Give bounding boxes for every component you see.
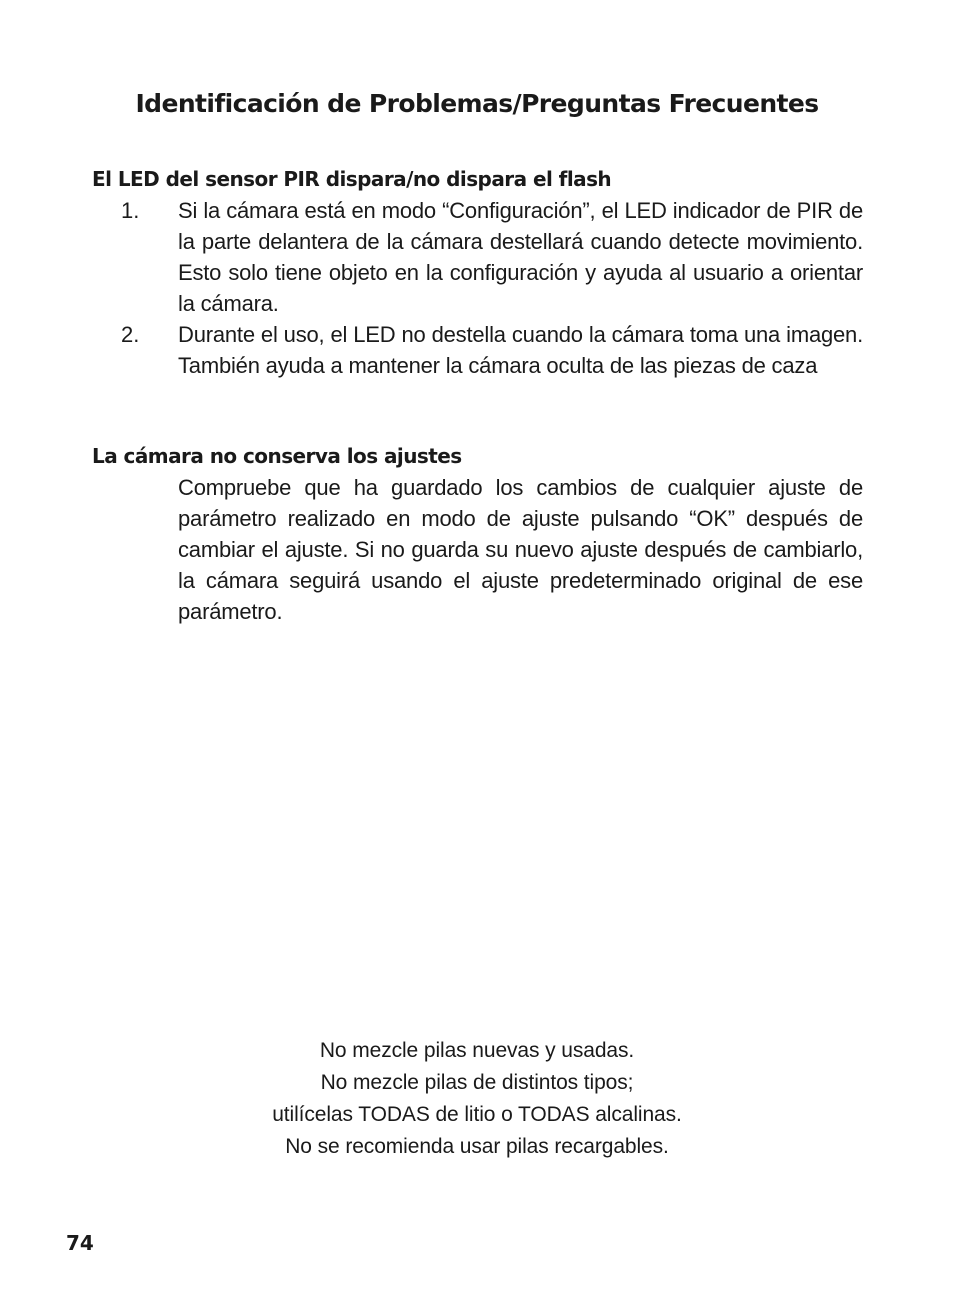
list-item-text: Si la cámara está en modo “Configuración”, el LED indicador de PIR de la parte delantera de la cámara destellará cuando detecte movimiento. Esto solo tiene objeto en la configuración y ayuda al usuario a orientar la cámara.	[178, 198, 863, 316]
list-item-number: 2.	[121, 322, 140, 347]
section-settings-not-saved	[92, 441, 863, 627]
pir-led-list	[92, 195, 863, 381]
section-pir-led	[92, 164, 863, 381]
list-item	[92, 319, 863, 381]
list-item-text: Durante el uso, el LED no destella cuando la cámara toma una imagen. También ayuda a mantener la cámara oculta de las piezas de caza	[178, 322, 863, 378]
section-heading-pir-led: El LED del sensor PIR dispara/no dispara el flash	[92, 167, 612, 191]
list-item	[92, 195, 863, 319]
page-number: 74	[66, 1231, 94, 1255]
battery-warning-line: No mezcle pilas de distintos tipos;	[320, 1071, 634, 1094]
list-item-number: 1.	[121, 198, 140, 223]
page-title: Identificación de Problemas/Preguntas Frecuentes	[135, 89, 819, 118]
settings-paragraph: Compruebe que ha guardado los cambios de cualquier ajuste de parámetro realizado en modo de ajuste pulsando “OK” después de cambiar el ajuste. Si no guarda su nuevo ajuste después de cambiarlo, la cámara seguirá usando el ajuste predeterminado original de ese parámetro.	[178, 475, 863, 624]
battery-warning-line: No mezcle pilas nuevas y usadas.	[319, 1039, 635, 1062]
battery-warning-line: No se recomienda usar pilas recargables.	[285, 1135, 669, 1158]
battery-warning-line: utilícelas TODAS de litio o TODAS alcalinas.	[272, 1103, 682, 1126]
battery-warning	[0, 1035, 954, 1163]
section-heading-settings: La cámara no conserva los ajustes	[92, 444, 462, 468]
